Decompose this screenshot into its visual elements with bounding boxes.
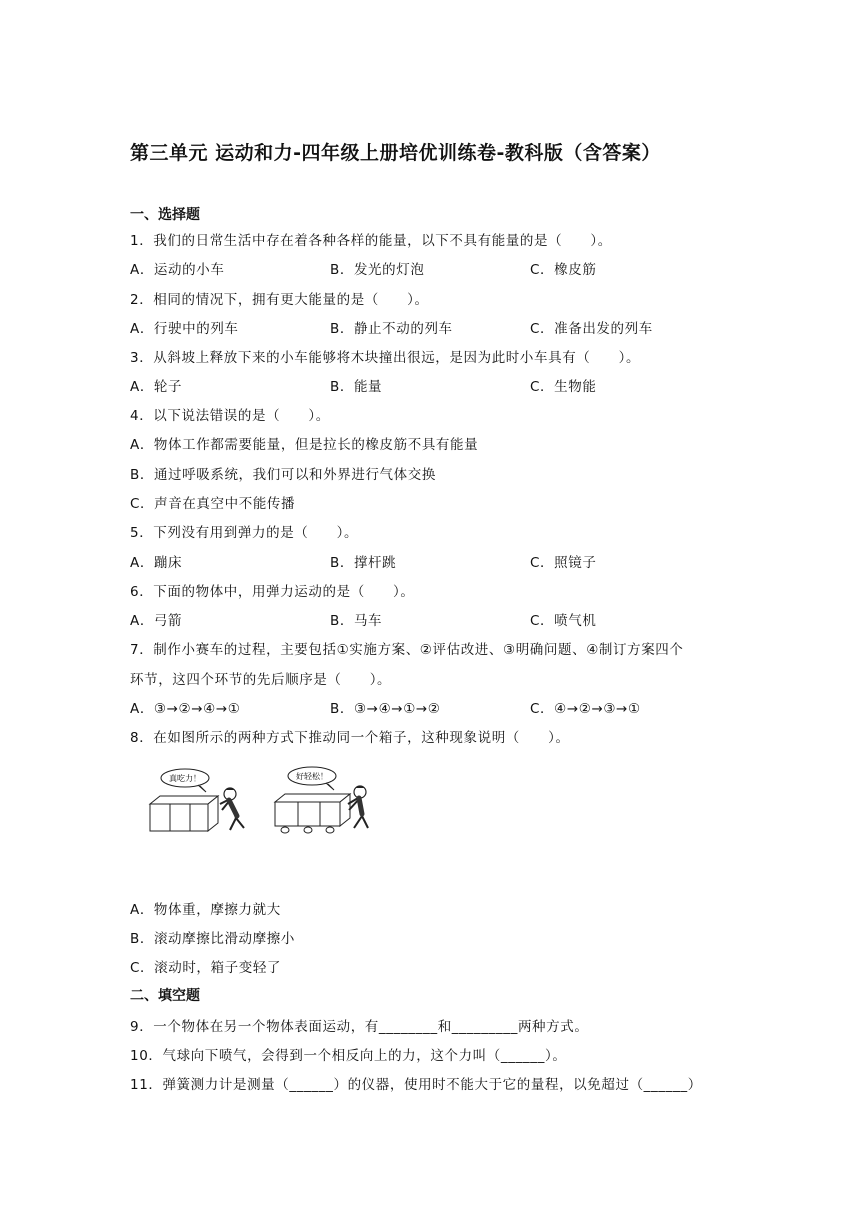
question-7-line-2: 环节，这四个环节的先后顺序是（ ）。 — [130, 672, 392, 688]
q3-option-c: C．生物能 — [530, 379, 597, 395]
question-5: 5．下列没有用到弹力的是（ ）。 — [130, 525, 359, 541]
question-3: 3．从斜坡上释放下来的小车能够将木块撞出很远，是因为此时小车具有（ ）。 — [130, 350, 641, 366]
question-2: 2．相同的情况下，拥有更大能量的是（ ）。 — [130, 292, 429, 308]
section-choice: 一、选择题 — [130, 207, 200, 223]
q7-option-c: C．④→②→③→① — [530, 701, 641, 717]
q3-option-b: B．能量 — [330, 379, 383, 395]
question-4: 4．以下说法错误的是（ ）。 — [130, 408, 330, 424]
q1-option-b: B．发光的灯泡 — [330, 262, 425, 278]
q8-option-a: A．物体重，摩擦力就大 — [130, 902, 281, 918]
q6-option-a: A．弓箭 — [130, 613, 183, 629]
question-6: 6．下面的物体中，用弹力运动的是（ ）。 — [130, 584, 415, 600]
page-title: 第三单元 运动和力-四年级上册培优训练卷-教科版（含答案） — [130, 142, 661, 164]
bubble-easy: 好轻松！ — [296, 772, 328, 781]
question-7-line-1: 7．制作小赛车的过程，主要包括①实施方案、②评估改进、③明确问题、④制订方案四个 — [130, 642, 684, 658]
q5-option-b: B．撑杆跳 — [330, 555, 397, 571]
question-10: 10．气球向下喷气，会得到一个相反向上的力，这个力叫（______）。 — [130, 1048, 567, 1064]
section-fill: 二、填空题 — [130, 988, 200, 1004]
q5-option-c: C．照镜子 — [530, 555, 597, 571]
sliding-box-scene — [150, 769, 244, 831]
q4-option-b: B．通过呼吸系统，我们可以和外界进行气体交换 — [130, 467, 436, 483]
q1-option-c: C．橡皮筋 — [530, 262, 597, 278]
q6-option-c: C．喷气机 — [530, 613, 597, 629]
q3-option-a: A．轮子 — [130, 379, 183, 395]
q6-option-b: B．马车 — [330, 613, 383, 629]
question-1: 1．我们的日常生活中存在着各种各样的能量，以下不具有能量的是（ ）。 — [130, 233, 612, 249]
question-11: 11．弹簧测力计是测量（______）的仪器，使用时不能大于它的量程，以免超过（______） — [130, 1077, 702, 1093]
q8-option-c: C．滚动时，箱子变轻了 — [130, 960, 282, 976]
q4-option-a: A．物体工作都需要能量，但是拉长的橡皮筋不具有能量 — [130, 437, 479, 453]
q2-option-b: B．静止不动的列车 — [330, 321, 453, 337]
q2-option-c: C．准备出发的列车 — [530, 321, 653, 337]
q5-option-a: A．蹦床 — [130, 555, 183, 571]
q7-option-b: B．③→④→①→② — [330, 701, 441, 717]
q2-option-a: A．行驶中的列车 — [130, 321, 239, 337]
q7-option-a: A．③→②→④→① — [130, 701, 241, 717]
q1-option-a: A．运动的小车 — [130, 262, 225, 278]
bubble-hard: 真吃力！ — [169, 774, 201, 783]
question-9: 9．一个物体在另一个物体表面运动，有________和_________两种方式。 — [130, 1019, 589, 1035]
question-8: 8．在如图所示的两种方式下推动同一个箱子，这种现象说明（ ）。 — [130, 730, 570, 746]
pushing-boxes-figure — [140, 766, 400, 846]
rolling-box-scene — [275, 767, 368, 833]
q4-option-c: C．声音在真空中不能传播 — [130, 496, 296, 512]
q8-option-b: B．滚动摩擦比滑动摩擦小 — [130, 931, 295, 947]
